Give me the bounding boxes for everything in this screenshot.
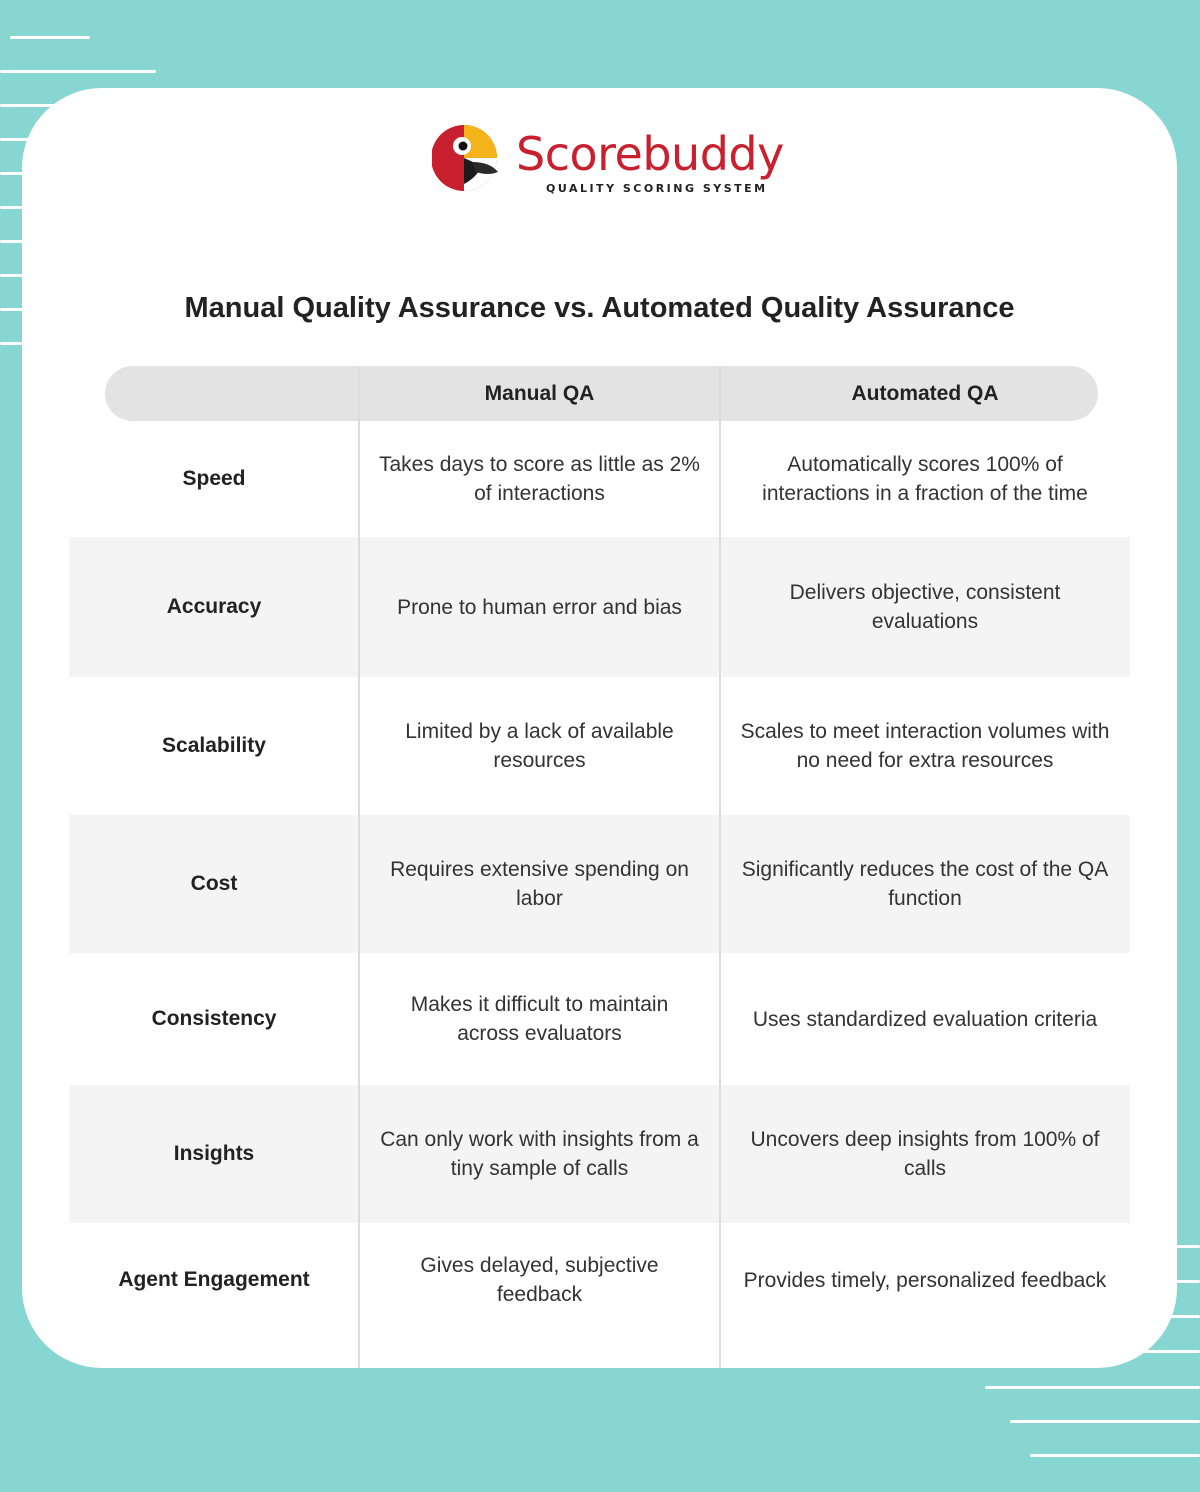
row-label: Cost xyxy=(190,872,238,895)
table-row xyxy=(69,953,1130,1085)
manual-qa-cell: Takes days to score as little as 2% of interactions xyxy=(379,453,700,505)
table-row xyxy=(69,677,1130,815)
manual-qa-cell: Limited by a lack of available resources xyxy=(405,720,674,772)
automated-qa-cell: Automatically scores 100% of interactions in a fraction of the time xyxy=(762,453,1088,505)
manual-qa-cell: Prone to human error and bias xyxy=(397,595,682,619)
table-row xyxy=(69,421,1130,537)
automated-qa-cell: Uses standardized evaluation criteria xyxy=(752,1007,1098,1031)
row-label: Speed xyxy=(182,467,246,490)
automated-qa-cell: Scales to meet interaction volumes with no need for extra resources xyxy=(740,720,1110,772)
column-divider xyxy=(358,366,360,1368)
automated-qa-cell: Significantly reduces the cost of the QA function xyxy=(741,858,1109,910)
row-label: Accuracy xyxy=(166,595,262,618)
page-title: Manual Quality Assurance vs. Automated Quality Assurance xyxy=(184,292,1015,324)
manual-qa-cell: Requires extensive spending on labor xyxy=(390,858,689,910)
column-header-automated: Automated QA xyxy=(851,382,999,405)
decorative-line xyxy=(1030,1454,1200,1457)
parrot-logo-icon xyxy=(432,122,504,194)
manual-qa-cell: Makes it difficult to maintain across evaluators xyxy=(410,993,669,1045)
automated-qa-cell: Provides timely, personalized feedback xyxy=(743,1268,1107,1292)
decorative-line xyxy=(0,308,24,311)
decorative-line xyxy=(1175,1245,1200,1248)
comparison-card xyxy=(22,88,1177,1368)
brand-name: Scorebuddy xyxy=(516,127,784,181)
manual-qa-cell: Gives delayed, subjective feedback xyxy=(420,1254,659,1306)
table-row xyxy=(69,537,1130,677)
decorative-line xyxy=(0,274,24,277)
automated-qa-cell: Uncovers deep insights from 100% of calls xyxy=(750,1128,1100,1180)
brand-logo xyxy=(432,122,792,202)
table-row xyxy=(69,815,1130,953)
automated-qa-cell: Delivers objective, consistent evaluations xyxy=(789,581,1061,633)
column-divider xyxy=(719,366,721,1368)
decorative-line xyxy=(0,70,156,73)
table-row xyxy=(69,1223,1130,1337)
decorative-line xyxy=(1010,1420,1200,1423)
decorative-line xyxy=(0,342,22,345)
decorative-line xyxy=(0,240,24,243)
column-header-manual: Manual QA xyxy=(484,382,595,405)
decorative-line xyxy=(985,1386,1200,1389)
row-label: Consistency xyxy=(151,1007,277,1030)
row-label: Scalability xyxy=(162,734,266,757)
row-label: Insights xyxy=(173,1142,255,1165)
manual-qa-cell: Can only work with insights from a tiny sample of calls xyxy=(380,1128,699,1180)
decorative-line xyxy=(10,36,90,39)
table-row xyxy=(69,1085,1130,1223)
row-label: Agent Engagement xyxy=(118,1268,310,1291)
brand-tagline: QUALITY SCORING SYSTEM xyxy=(546,182,768,195)
